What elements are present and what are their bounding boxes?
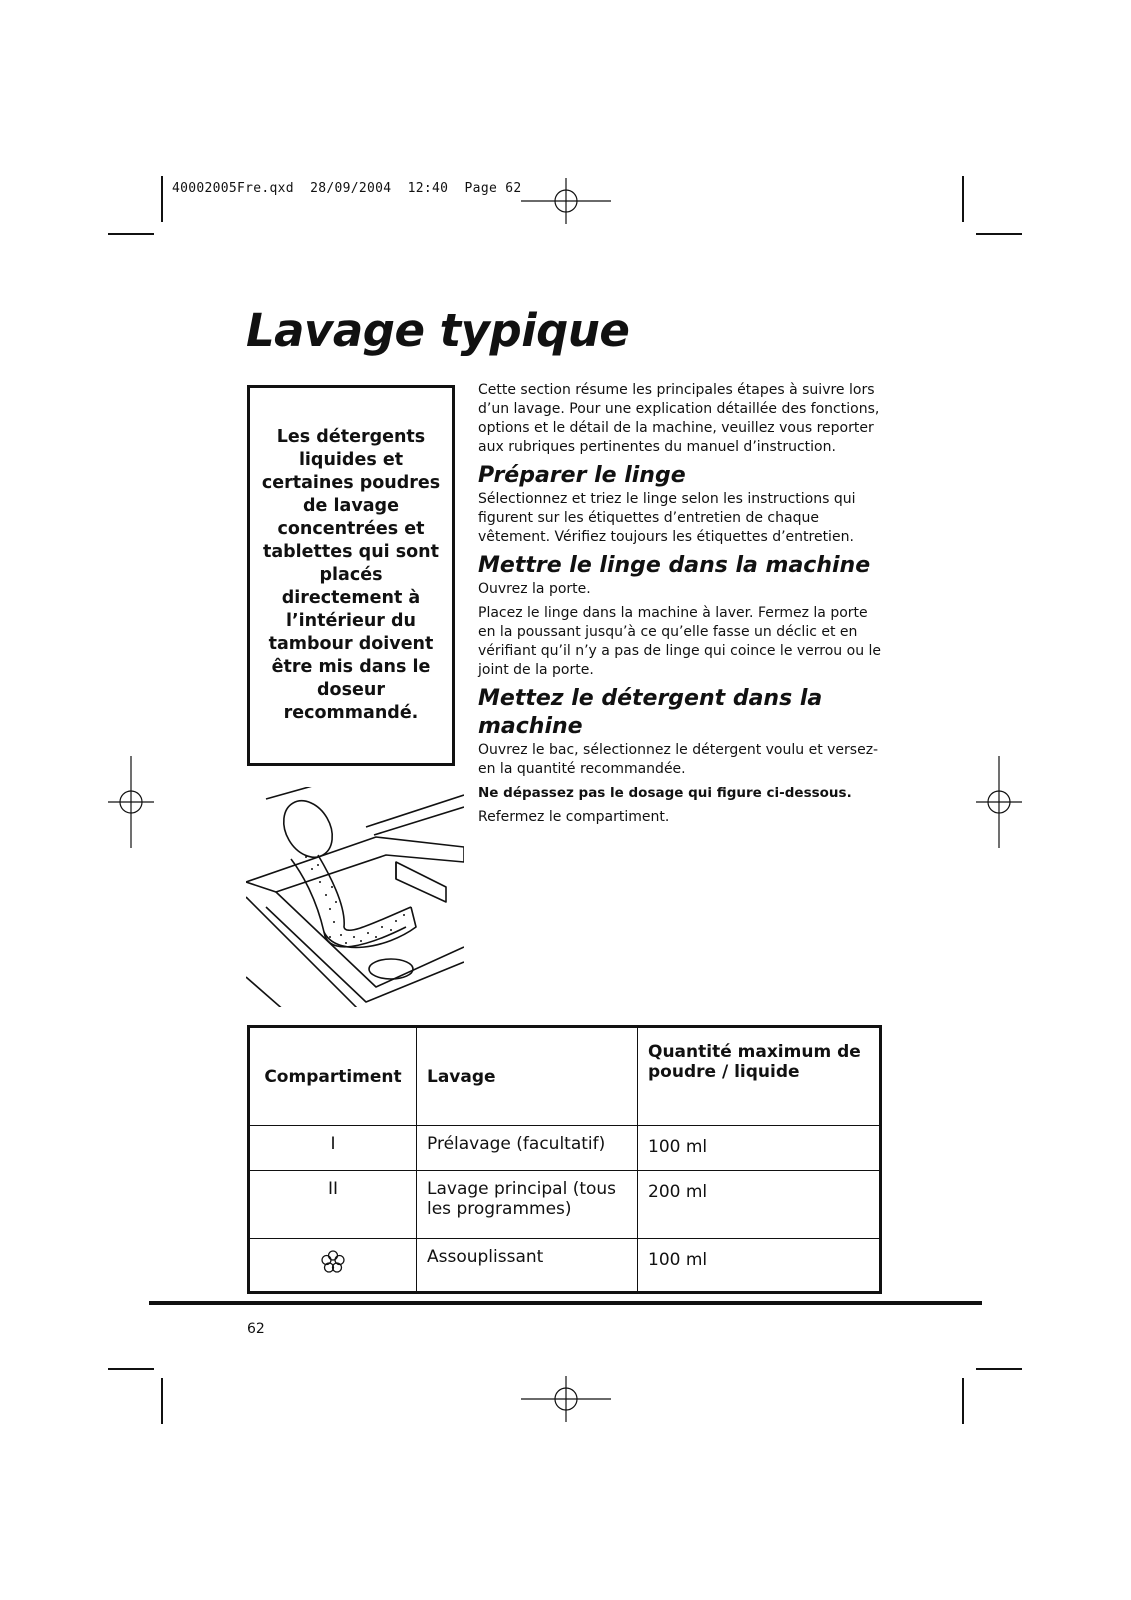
detergent-pour-illustration — [246, 787, 464, 1007]
dosage-warning: Ne dépassez pas le dosage qui figure ci-dessous. — [478, 785, 852, 801]
warning-note-box — [247, 385, 455, 766]
table-row — [249, 1171, 881, 1239]
table-header: Quantité maximum de poudre / liquide — [638, 1027, 881, 1126]
footer-rule — [149, 1301, 982, 1305]
registration-mark-icon — [521, 1376, 611, 1422]
table-cell: Assouplissant — [417, 1239, 638, 1293]
table-cell: 200 ml — [638, 1171, 881, 1239]
table-cell: Lavage principal (tous les programmes) — [417, 1171, 638, 1239]
intro-paragraph: Cette section résume les principales étapes à suivre lors d’un lavage. Pour une explication détaillée des fonctions, options et le détail de la machine, veuillez vous reporter aux rubriques pertinentes du manuel d’instruction. — [478, 382, 880, 455]
table-header: Compartiment — [249, 1027, 417, 1126]
warning-note-text: Les détergents liquides et certaines poudres de lavage concentrées et tablettes qui sont placés directement à l’intérieur du tambour doivent être mis dans le doseur recommandé. — [261, 427, 441, 723]
table-row — [249, 1239, 881, 1293]
section-paragraph: Sélectionnez et triez le linge selon les instructions qui figurent sur les étiquettes d’entretien de chaque vêtement. Vérifiez toujours les étiquettes d’entretien. — [478, 491, 856, 545]
section-heading: Mettez le détergent dans la machine — [478, 686, 823, 739]
main-column — [478, 381, 883, 827]
table-cell — [249, 1239, 417, 1293]
page-title: Lavage typique — [246, 304, 630, 357]
registration-mark-icon — [976, 756, 1022, 848]
registration-mark-icon — [108, 756, 154, 848]
registration-mark-icon — [521, 178, 611, 224]
flower-softener-icon — [320, 1249, 346, 1275]
page-number: 62 — [247, 1321, 265, 1337]
table-cell: Prélavage (facultatif) — [417, 1126, 638, 1171]
detergent-dosage-table — [247, 1025, 882, 1294]
section-paragraph: Ouvrez la porte. — [478, 581, 591, 597]
section-paragraph: Placez le linge dans la machine à laver. Fermez la porte en la poussant jusqu’à ce qu’elle fasse un déclic et en vérifiant qu’il n’y a pas de linge qui coince le verrou ou le joint de la porte. — [478, 605, 882, 678]
table-row — [249, 1126, 881, 1171]
table-cell: II — [249, 1171, 417, 1239]
table-cell: 100 ml — [638, 1126, 881, 1171]
section-paragraph: Ouvrez le bac, sélectionnez le détergent voulu et versez-en la quantité recommandée. — [478, 742, 879, 777]
file-slug: 40002005Fre.qxd 28/09/2004 12:40 Page 62 — [172, 181, 522, 196]
section-heading: Préparer le linge — [478, 463, 686, 488]
table-header-row — [249, 1027, 881, 1126]
table-cell: I — [249, 1126, 417, 1171]
table-cell: 100 ml — [638, 1239, 881, 1293]
section-heading: Mettre le linge dans la machine — [478, 553, 871, 578]
section-paragraph: Refermez le compartiment. — [478, 809, 670, 825]
table-header: Lavage — [417, 1027, 638, 1126]
